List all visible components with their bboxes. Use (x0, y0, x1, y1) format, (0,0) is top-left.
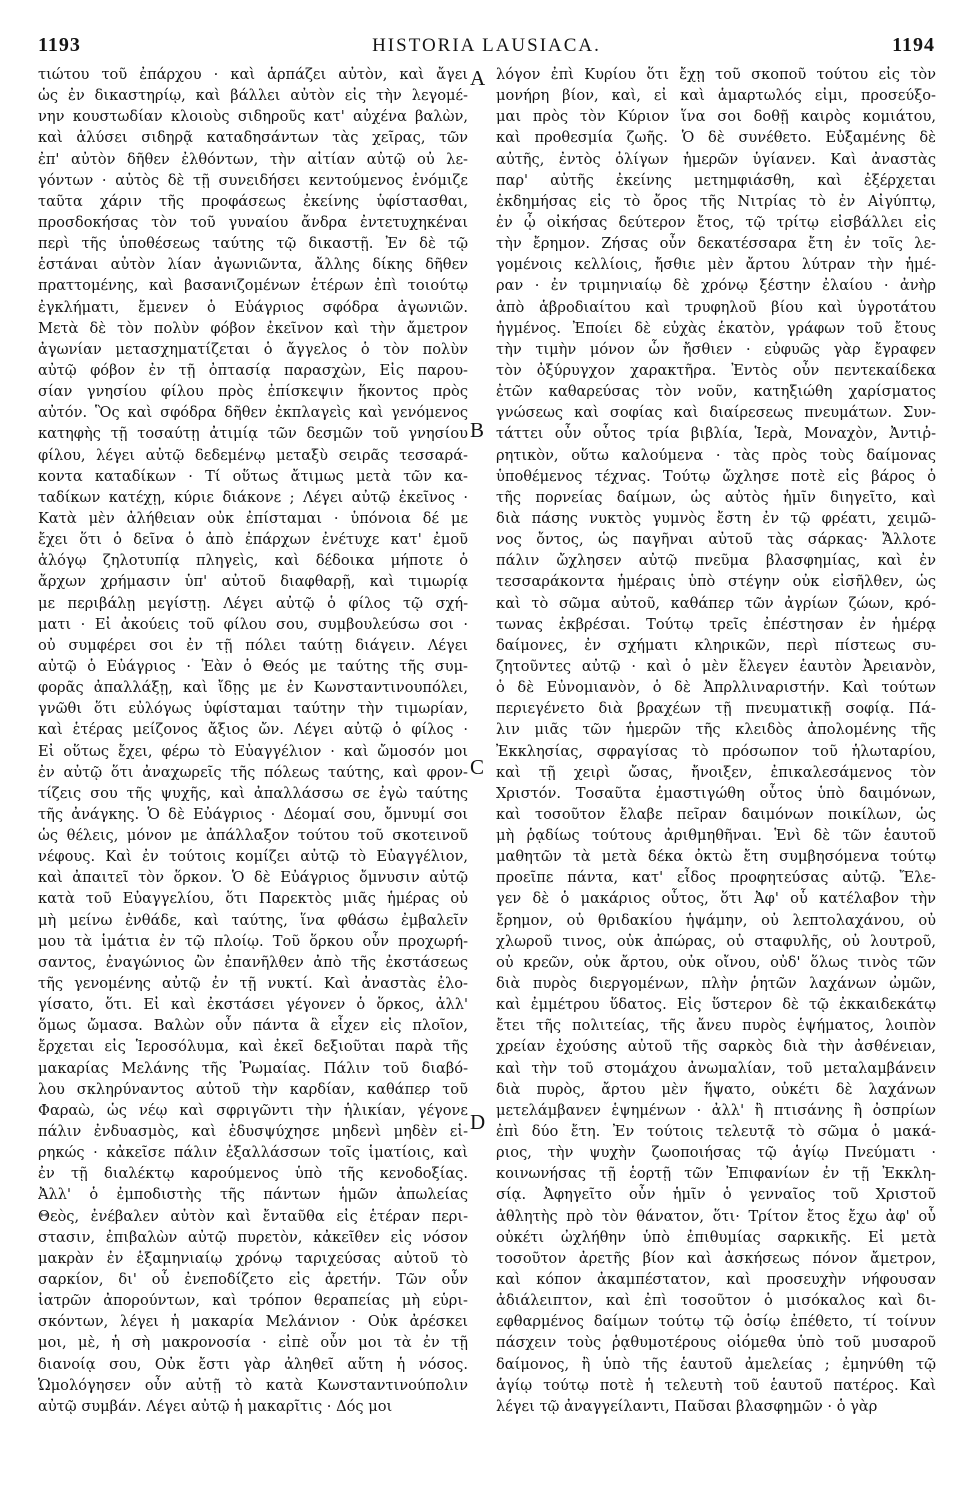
text-line: γόντων · αὐτὸς δὲ τῇ συνειδήσει κεντούμενος ἐνόμιζε (38, 171, 468, 189)
text-line: τεσσαράκοντα ἡμέραις ὑπὸ στέγην οὐκ εἰσῆλθεν, ὡς (496, 573, 936, 591)
text-line: ματι · Εἰ ἀκούεις τοῦ φίλου σου, συμβουλεύσω σοι · (38, 615, 468, 633)
text-line: Θεὸς, ἐνέβαλεν αὐτὸν καὶ ἔνταῦθα εἰς ἑτέραν περι- (38, 1207, 468, 1225)
text-line: ἔρημον, οὐ θριδακίου ἡψάμην, οὐ λεπτολαχάνου, οὐ (496, 911, 936, 929)
text-line: καὶ κόπον ἀκαμπέστατον, καὶ προσευχὴν νήφουσαν (496, 1271, 936, 1289)
text-line: ἐγκλήματι, ἔμενεν ὁ Εὐάγριος σφόδρα ἀγωνιῶν. (38, 298, 468, 316)
text-line: νέφους. Καὶ ἐν τούτοις κομίζει αὐτῷ τὸ Εὐαγγέλιον, (38, 848, 468, 866)
text-line: ἀπὸ ἁβροδιαίτου καὶ τρυφηλοῦ βίου καὶ ὑγροτάτου (496, 298, 936, 316)
text-line: προεῖπε πάντα, κατ' εἶδος προφητεύσας αὐτῷ. Ἔλε- (496, 869, 936, 887)
text-line: νην κουστωδίαν κλοιοὺς σιδηροῦς κατ' αὐχένα βαλὼν, (38, 108, 468, 126)
text-line: αὐτῆς, ἐντὸς ὀλίγων ἡμερῶν ὑγίανεν. Καὶ ἀναστὰς (496, 150, 936, 168)
text-line: σαντος, ἐναγώνιος ὢν ἐπανῆλθεν ἀπὸ τῆς ἐκστάσεως (38, 953, 468, 971)
text-line: σαρκίον, δι' οὗ ἐνεποδίζετο εἰς ἀρετήν. Τῶν οὖν (38, 1271, 468, 1289)
text-line: ρηκώς · κἀκεῖσε πάλιν ἐξαλλάσσων τοῖς ἱματίοις, καὶ (38, 1144, 468, 1162)
text-line: Ἐκκλησίας, σφραγίσας τὸ πρόσωπον τοῦ ἡλωταρίου, (496, 742, 936, 760)
text-line: κοινωνήσας τῇ ἑορτῇ τῶν Ἐπιφανίων ἐν τῇ Ἐκκλη- (496, 1165, 936, 1183)
text-line: ἐν ᾧ οἰκήσας δεύτερον ἔτος, τῷ τρίτῳ εἰσβάλλει εἰς (496, 213, 936, 231)
text-line: γνώσεως καὶ σοφίας καὶ διαίρεσεως πνευμάτων. Συν- (496, 404, 936, 422)
text-line: ταῦτα χάριν τῆς προφάσεως ἐκείνης ὑφίστασθαι, (38, 192, 468, 210)
text-line: τὴν ἔρημον. Ζήσας οὖν δεκατέσσαρα ἔτη ἐν τοῖς λε- (496, 235, 936, 253)
text-line: καὶ τοσοῦτον ἔλαβε πεῖραν δαιμόνων ποικίλων, ὡς (496, 805, 936, 823)
text-line: τὸν ὀξύρυγχον χαρακτῆρα. Ἐντὸς οὖν πεντεκαίδεκα (496, 361, 936, 379)
text-line: ἀγωνίαν μετασχηματίζεται ὁ ἄγγελος ὁ τὸν πολὺν (38, 340, 468, 358)
text-line: τωνας ἐκβρέσαι. Τούτῳ τρεῖς ἐπέστησαν ἐν ἡμέρᾳ (496, 615, 936, 633)
text-line: κοντα καταδίκων · Τί οὕτως ἄτιμως μετὰ τῶν κα- (38, 467, 468, 485)
text-line: πραττομένης, καὶ βασανιζομένων ἑτέρων ἐπὶ τοιούτῳ (38, 277, 468, 295)
text-line: περιεγένετο διὰ βραχέων τῇ πνευματικῇ σοφίᾳ. Πά- (496, 700, 936, 718)
text-line: πάλιν ὤχλησεν αὐτῷ πνεῦμα βλασφημίας, καὶ ἐν (496, 552, 936, 570)
text-line: τιώτου τοῦ ἐπάρχου · καὶ ἁρπάζει αὐτὸν, καὶ ἄγει (38, 66, 468, 83)
text-line: ἀθλητὴς πρὸ τὸν θάνατον, ὅτι· Τρίτον ἔτος ἔχω ἀφ' οὗ (496, 1207, 936, 1225)
text-line: ρητικὸν, οὕτω καλούμενα · τὰς πρὸς τοὺς δαίμονας (496, 446, 936, 464)
page-number-right: 1194 (892, 34, 935, 56)
left-text-column (38, 64, 468, 1417)
text-line: καὶ τῇ χειρὶ ὤσας, ἤνοιξεν, ἐπικαλεσάμενος τὸν (496, 763, 936, 781)
text-line: εφθαρμένος δαίμων τούτῳ τῷ ὁσίῳ ἐπέθετο, τί τοίνυν (496, 1313, 936, 1331)
text-line: γομένοις κελλίοις, ἤσθιε μὲν ἄρτου λύτραν τὴν ἡμέ- (496, 256, 936, 274)
text-line: μὴ μείνω ἐνθάδε, καὶ ταύτης, ἵνα φθάσω ἐμβαλεῖν (38, 911, 468, 929)
text-line: γίσατο, ὅτι. Εἰ καὶ ἐκστάσει γέγονεν ὁ ὅρκος, ἀλλ' (38, 996, 468, 1014)
text-line: ταδίκων κατέχῃ, κύριε διάκονε ; Λέγει αὐτῷ ἐκεῖνος · (38, 488, 468, 506)
text-line: στασιν, ἐπιβαλὼν αὐτῷ πυρετὸν, κἀκεῖθεν εἰς νόσον (38, 1228, 468, 1246)
text-line: γνῶθι ὅτι εὐλόγως ὑφίσταμαι ταύτην τὴν τιμωρίαν, (38, 700, 468, 718)
text-line: μὴ ῥᾳδίως τούτους ἀριθμηθῆναι. Ἑνὶ δὲ τῶν ἑαυτοῦ (496, 827, 936, 845)
text-line: Εἰ οὕτως ἔχει, φέρω τὸ Εὐαγγέλιον · καὶ ὤμοσόν μοι (38, 742, 468, 760)
text-line: Μετὰ δὲ τὸν πολὺν φόβον ἐκεῖνον καὶ τὴν ἄμετρον (38, 319, 468, 337)
text-line: με περιβάλῃ μεγίστῃ. Λέγει αὐτῷ ὁ φίλος τῷ σχή- (38, 594, 468, 612)
text-line: διὰ πυρὸς διεργομένων, πλὴν ῥητῶν λαχάνων ὠμῶν, (496, 975, 936, 993)
text-line: δαίμονος, ἢ ὑπὸ τῆς ἑαυτοῦ ἀμελείας ; ἐμηνύθη τῷ (496, 1355, 936, 1373)
text-line: τῆς ἀνάγκης. Ὁ δὲ Εὐάγριος · Δέομαί σου, ὄμνυμί σοι (38, 805, 468, 823)
page-number-left: 1193 (38, 34, 81, 56)
text-line: περὶ τῆς ὑποθέσεως ταύτης τῷ δικαστῇ. Ἐν δὲ τῷ (38, 235, 468, 253)
text-line: καὶ προθεσμία ζωῆς. Ὁ δὲ συνέθετο. Εὐξαμένης δὲ (496, 129, 936, 147)
text-line: μακαρίας Μελάνης τῆς Ῥωμαίας. Πάλιν τοῦ διαβό- (38, 1059, 468, 1077)
text-line: χρείαν ἐχούσης αὐτοῦ τῆς σαρκὸς διὰ τὴν ἀσθένειαν, (496, 1038, 936, 1056)
text-line: ἐν τῇ διαλέκτῳ καρούμενος ὑπὸ τῆς κενοδοξίας. (38, 1165, 468, 1183)
text-line: καὶ ἀπαιτεῖ τὸν ὅρκον. Ὁ δὲ Εὐάγριος ὄμνυσιν αὐτῷ (38, 869, 468, 887)
text-line: Χριστόν. Τοσαῦτα ἐμαστιγώθη οὗτος ὑπὸ δαιμόνων, (496, 784, 936, 802)
text-line: αὐτῷ συμβάν. Λέγει αὐτῷ ἡ μακαρῖτις · Δός μοι (38, 1397, 393, 1415)
text-line: Φαραὼ, ὡς νέῳ καὶ σφριγῶντι τὴν ἡλικίαν, γέγονε (38, 1101, 468, 1119)
text-line: ὑποθέμενος τέχνας. Τούτῳ ὤχλησε ποτὲ εἰς βάρος ὁ (496, 467, 936, 485)
text-line: τοσοῦτον ἀρετῆς βίον καὶ ἀσκήσεως πόνον ἄμετρον, (496, 1249, 936, 1267)
text-line: ἐτῶν καθαρεύσας τὸν νοῦν, κατηξιώθη χαρίσματος (496, 383, 936, 401)
text-line: ἰατρῶν ἀπορούντων, καὶ τρόπον θεραπείας μὴ εὑρι- (38, 1292, 468, 1310)
text-line: ζητοῦντες αὐτῷ · καὶ ὁ μὲν ἔλεγεν ἑαυτὸν Ἀρειανὸν, (496, 657, 936, 675)
text-line: κατηφὴς τῇ τοσαύτῃ ἀτιμίᾳ τῶν δεσμῶν τοῦ γνησίου (38, 425, 468, 443)
text-line: τίζεις σου τῆς ψυχῆς, καὶ ἀπαλλάσσω σε ἐγὼ ταύτης (38, 784, 468, 802)
text-line: μακρὰν ἐν ἑξαμηνιαίῳ χρόνῳ ταριχεύσας αὐτοῦ τὸ (38, 1249, 468, 1267)
text-line: πάλιν ἐνδυασμὸς, καὶ ἐδυσψύχησε μηδενὶ μηδὲν εἰ- (38, 1123, 468, 1141)
text-line: ἀδιάλειπτον, καὶ ἐπὶ τοσοῦτον ὁ μισόκαλος καὶ δι- (496, 1292, 936, 1310)
text-line: σκόντων, λέγει ἡ μακαρία Μελάνιον · Οὐκ ἀρέσκει (38, 1313, 468, 1331)
text-line: νος ὄντος, ὡς παγῆναι αὐτοῦ τὰς σάρκας· Ἄλλοτε (496, 531, 936, 549)
text-line: καὶ τὸ σῶμα αὐτοῦ, καθάπερ τῶν ἀγρίων ζώων, κρό- (496, 594, 936, 612)
text-line: ὡς ἐν δικαστηρίῳ, καὶ βάλλει αὐτὸν εἰς τὴν λεγομέ- (38, 87, 468, 105)
text-line: μαι πρὸς τὸν Κύριον ἵνα σοι δοθῇ καιρὸς κομιάτου, (496, 108, 936, 126)
section-marker-b: B (470, 418, 485, 442)
text-line: ἔτει τῆς πολιτείας, τῆς ἄνευ πυρὸς ἑψήματος, λοιπὸν (496, 1017, 936, 1035)
text-line: ἔχει ὅτι ὁ δεῖνα ὁ ἀπὸ ἐπάρχων ἐνέτυχε κατ' ἐμοῦ (38, 531, 468, 549)
text-line: τῆς γενομένης αὐτῷ ἐν τῇ νυκτί. Καὶ ἀναστὰς ἐλο- (38, 975, 468, 993)
text-line: ἁγίῳ τούτῳ ποτὲ ἡ τελευτὴ τοῦ ἑαυτοῦ πατέρος. Καὶ (496, 1376, 936, 1394)
text-line: ἐπὶ δύο ἔτη. Ἐν τούτοις τελευτᾷ τὸ σῶμα ὁ μακά- (496, 1123, 936, 1141)
text-line: λου σκληρύναντος αὐτοῦ τὴν καρδίαν, καθάπερ τοῦ (38, 1080, 468, 1098)
text-line: κατὰ τοῦ Εὐαγγελίου, ὅτι Παρεκτὸς μιᾶς ἡμέρας οὐ (38, 890, 468, 908)
text-line: λιν μιᾶς τῶν ἡμερῶν τῆς κλειδὸς ἀπολομένης τῆς (496, 721, 936, 739)
text-line: ἄρχων χρήμασιν ὑπ' αὐτοῦ διαφθαρῇ, καὶ τιμωρίᾳ (38, 573, 468, 591)
text-line: προσδοκήσας τὸν τοῦ γυναίου ἄνδρα ἐντετυχηκέναι (38, 213, 468, 231)
text-line: τάττει οὖν οὗτος τρία βιβλία, Ἱερὰ, Μοναχὸν, Ἀντιῤ- (496, 425, 936, 443)
text-line: καὶ ἁλύσει σιδηρᾷ καταδησάντων τὰς χεῖρας, τῶν (38, 129, 468, 147)
text-line: ραν · ἐν τριμηνιαίῳ δὲ χρόνῳ ξέστην ἐλαίου · ἀνὴρ (496, 277, 936, 295)
text-line: μαθητῶν τὰ μετὰ δέκα ὀκτὼ ἔτη συμβησόμενα τούτῳ (496, 848, 936, 866)
text-line: αὐτόν. Ὃς καὶ σφόδρα δῆθεν ἐκπλαγεὶς καὶ γενόμενος (38, 404, 468, 422)
running-title: HISTORIA LAUSIACA. (372, 35, 601, 56)
text-line: αὐτῷ ὁ Εὐάγριος · Ἐὰν ὁ Θεός με ταύτης τῆς συμ- (38, 657, 468, 675)
text-line: ἑστάναι αὐτὸν λίαν ἀγωνιῶντα, ἄλλης δίκης δῆθεν (38, 256, 468, 274)
text-line: φίλου, λέγει αὐτῷ δεδεμένῳ μεταξὺ σειρᾶς τεσσαρά- (38, 446, 468, 464)
right-text-column (496, 64, 936, 1417)
text-line: ὡς θέλεις, μόνον με ἀπάλλαξον τούτου τοῦ σκοτεινοῦ (38, 827, 468, 845)
text-line: διὰ πυρὸς, ἄρτου μὲν ἥψατο, οὐκέτι δὲ λαχάνων (496, 1080, 936, 1098)
text-line: οὐ κρεῶν, οὐκ ἄρτου, οὐκ οἴνου, οὐδ' ὅλως τινὸς τῶν (496, 953, 936, 971)
running-head (38, 34, 935, 60)
text-line: διὰ πάσης νυκτὸς γυμνὸς ἔστη ἐν τῷ φρέατι, χειμῶ- (496, 509, 936, 527)
section-marker-c: C (470, 755, 485, 779)
text-line: καὶ τὴν τοῦ στομάχου ἀνωμαλίαν, τοῦ μεταλαμβάνειν (496, 1059, 936, 1077)
text-line: οὐκέτι ὠχλήθην ὑπὸ ἐπιθυμίας σαρκικῆς. Εἰ μετὰ (496, 1228, 936, 1246)
text-line: οὐ συμφέρει σοι ἐν τῇ πόλει ταύτῃ διάγειν. Λέγει (38, 636, 468, 654)
text-line: πάσχειν τοὺς ῥᾳθυμοτέρους οἰόμεθα ὑπὸ τοῦ μυσαροῦ (496, 1334, 936, 1352)
text-line: μου τὰ ἱμάτια ἐν τῷ πλοίῳ. Τοῦ ὅρκου οὖν προχωρή- (38, 932, 468, 950)
text-line: Κατὰ μὲν ἀλήθειαν οὐκ ἐπίσταμαι · ὑπόνοια δέ με (38, 509, 468, 527)
text-line: ἐκδημήσας εἰς τὸ ὄρος τῆς Νιτρίας τὸ ἐν Αἰγύπτῳ, (496, 192, 936, 210)
text-line: μοι, μὲ, ἡ σὴ μακρονοσία · εἰπὲ οὖν μοι τὰ ἐν τῇ (38, 1334, 468, 1352)
text-line: ἡγμένος. Ἐποίει δὲ εὐχὰς ἑκατὸν, γράφων τοῦ ἔτους (496, 319, 936, 337)
text-line: σίαν γνησίου φίλου πρὸς ἐπίσκεψιν ἥκοντος πρὸς (38, 383, 468, 401)
text-line: δαίμονες, ἐν σχήματι κληρικῶν, περὶ πίστεως συ- (496, 636, 936, 654)
text-line: ἀλόγῳ ζηλοτυπίᾳ πληγεὶς, καὶ δέδοικα μήποτε ὁ (38, 552, 468, 570)
text-line: γεν δὲ ὁ μακάριος οὗτος, ὅτι Ἀφ' οὗ κατέλαβον τὴν (496, 890, 936, 908)
text-line: ἐν αὐτῷ ὅτι ἀναχωρεῖς τῆς πόλεως ταύτης, καὶ φρον- (38, 763, 468, 781)
text-line: μονήρη βίον, καὶ, εἰ καὶ ἁμαρτωλός εἰμι, προσεύξο- (496, 87, 936, 105)
text-line: καὶ ἐμμέτρου ὕδατος. Εἰς ὕστερον δὲ τῷ ἐκκαιδεκάτῳ (496, 996, 936, 1014)
section-marker-a: A (470, 66, 486, 90)
section-marker-d: D (470, 1110, 486, 1134)
text-line: τῆς πορνείας δαίμων, ὡς αὐτὸς ἡμῖν διηγεῖτο, καὶ (496, 488, 936, 506)
text-line: ὅμως ὤμασα. Βαλὼν οὖν πάντα ἃ εἶχεν εἰς πλοῖον, (38, 1017, 468, 1035)
text-line: ἐπ' αὐτὸν δῆθεν ἐλθόντων, τὴν αἰτίαν αὐτῷ οὐ λε- (38, 150, 468, 168)
text-line: παρ' αὐτῆς ἐκείνης μετημφιάσθη, καὶ ἐξέρχεται (496, 171, 936, 189)
text-line: λέγει τῷ ἀναγγείλαντι, Παῦσαι βλασφημῶν · ὁ γὰρ (496, 1397, 878, 1415)
text-line: Ὡμολόγησεν οὖν αὐτῇ τὸ κατὰ Κωνσταντινούπολιν (38, 1376, 468, 1394)
text-line: τὴν τιμὴν μόνον ὧν ἤσθιεν · εὐφυῶς γὰρ ἔγραφεν (496, 340, 936, 358)
text-line: φορᾶς ἀπαλλάξῃ, καὶ ἴδῃς με ἐν Κωνσταντινουπόλει, (38, 679, 468, 697)
text-line: διανοίᾳ σου, Οὐκ ἔστι γὰρ ἀληθεῖ αὕτη ἡ νόσος. (38, 1355, 468, 1373)
text-line: ἔρχεται εἰς Ἱεροσόλυμα, καὶ ἐκεῖ δεξιοῦται παρὰ τῆς (38, 1038, 468, 1056)
text-line: ριος, τὴν ψυχὴν ζωοποιήσας τῷ ἁγίῳ Πνεύματι · (496, 1144, 936, 1162)
text-line: χλωροῦ τινος, οὐκ ἀπώρας, οὐ σταφυλῆς, οὐ λουτροῦ, (496, 932, 936, 950)
text-line: ὁ δὲ Εὐνομιανὸν, ὁ δὲ Ἀπρλλιναριστήν. Καὶ τούτων (496, 679, 936, 697)
text-line: μετελάμβανεν ἑψημένων · ἀλλ' ἢ πτισάνης ἢ ὀσπρίων (496, 1101, 936, 1119)
text-line: λόγον ἐπὶ Κυρίου ὅτι ἔχῃ τοῦ σκοποῦ τούτου εἰς τὸν (496, 66, 936, 83)
text-line: καὶ ἑτέρας μείζονος ἄξιος ὤν. Λέγει αὐτῷ ὁ φίλος · (38, 721, 468, 739)
text-line: Ἀλλ' ὁ ἐμποδιστὴς τῆς πάντων ἡμῶν ἀπωλείας (38, 1186, 468, 1204)
text-line: αὐτῷ φόβον ἐν τῇ ὀπτασίᾳ παρασχὼν, Εἰς παρου- (38, 361, 468, 379)
text-line: σίᾳ. Ἀφηγεῖτο οὖν ἡμῖν ὁ γενναῖος τοῦ Χριστοῦ (496, 1186, 936, 1204)
